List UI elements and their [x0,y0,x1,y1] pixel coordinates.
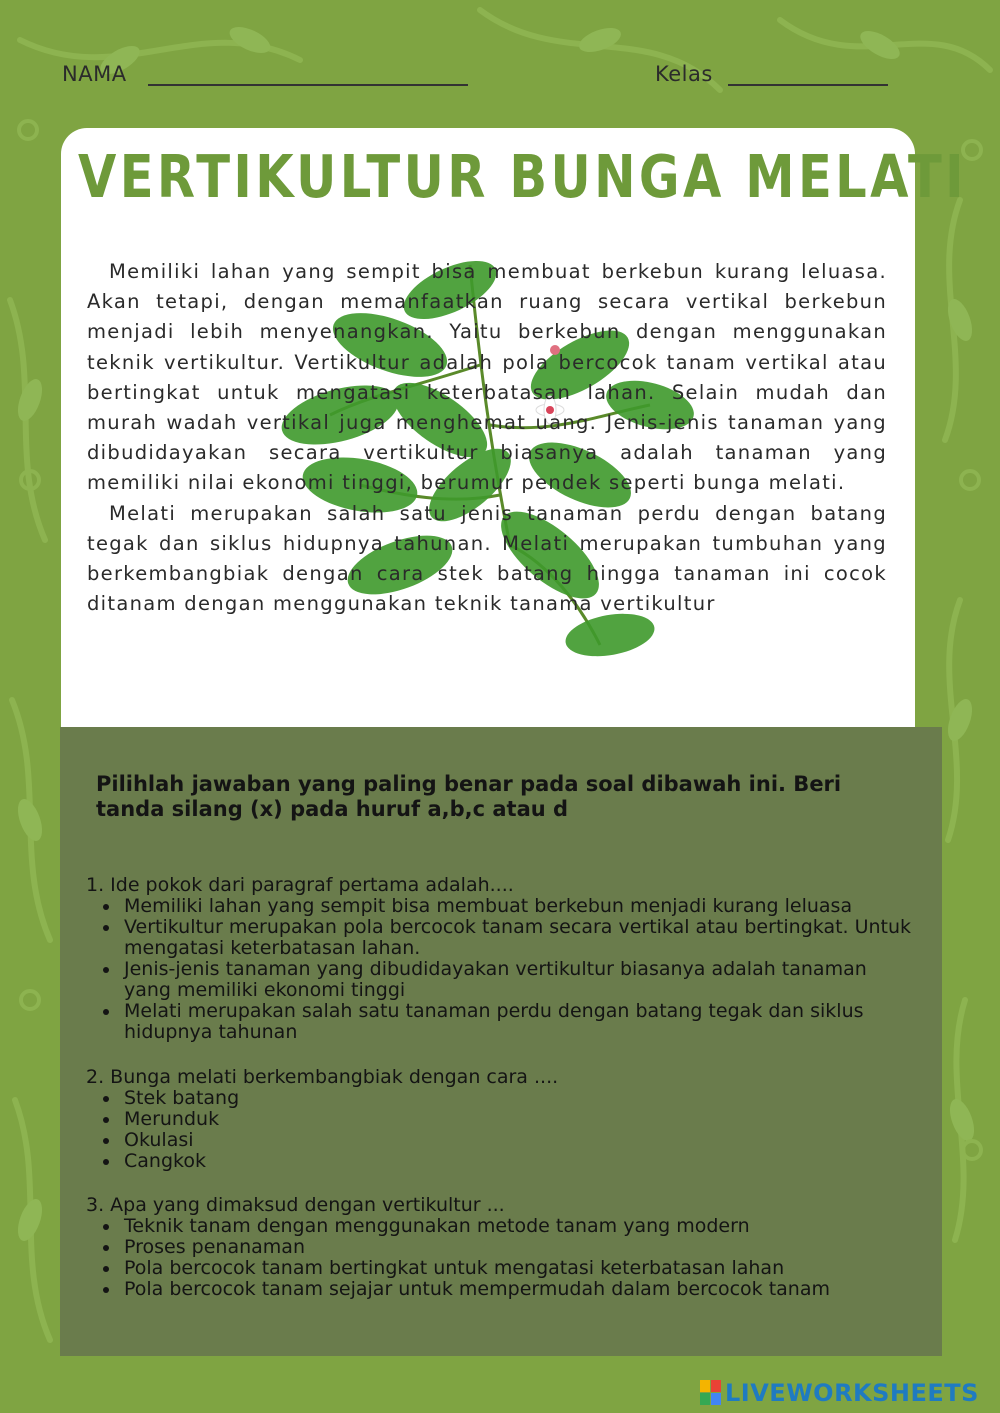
answer-options [86,1216,916,1300]
answer-option[interactable]: Okulasi [124,1130,916,1151]
answer-option[interactable]: Cangkok [124,1151,916,1172]
question-text: 2. Bunga melati berkembangbiak dengan cara .... [86,1066,559,1088]
answer-option[interactable]: Proses penanaman [124,1237,916,1258]
answer-option[interactable]: Vertikultur merupakan pola bercocok tanam secara vertikal atau bertingkat. Untuk mengatasi keterbatasan lahan. [124,917,916,959]
answer-options [86,1088,916,1172]
answer-option[interactable]: Jenis-jenis tanaman yang dibudidayakan vertikultur biasanya adalah tanaman yang memiliki ekonomi tinggi [124,959,916,1001]
name-label: NAMA [62,62,127,86]
answer-options [86,896,916,1043]
worksheet-title: VERTIKULTUR BUNGA MELATI [78,142,967,211]
answer-option[interactable]: Melati merupakan salah satu tanaman perdu dengan batang tegak dan siklus hidupnya tahunan [124,1001,916,1043]
article-paragraph-1: Memiliki lahan yang sempit bisa membuat berkebun kurang leluasa. Akan tetapi, dengan memanfaatkan ruang secara vertikal berkebun menjadi lebih menyenangkan. Yaitu berkebun dengan menggunakan teknik vertikultur. Vertikultur adalah pola bercocok tanam vertikal atau bertingkat untuk mengatasi keterbatasan lahan. Selain mudah dan murah wadah vertikal juga menghemat uang. Jenis-jenis tanaman yang dibudidayakan secara vertikultur biasanya adalah tanaman yang memiliki nilai ekonomi tinggi, berumur pendek seperti bunga melati. [87,260,887,495]
answer-option[interactable]: Teknik tanam dengan menggunakan metode tanam yang modern [124,1216,916,1237]
question-1 [86,875,916,1043]
answer-option[interactable]: Merunduk [124,1109,916,1130]
class-label: Kelas [655,62,713,86]
article-text [87,257,887,619]
question-3 [86,1195,916,1300]
quiz-instruction: Pilihlah jawaban yang paling benar pada soal dibawah ini. Beri tanda silang (x) pada huruf a,b,c atau d [96,772,842,821]
name-input-line[interactable] [148,84,468,86]
question-text: 1. Ide pokok dari paragraf pertama adalah.... [86,874,514,896]
liveworksheets-watermark[interactable] [700,1378,979,1408]
question-text: 3. Apa yang dimaksud dengan vertikultur ... [86,1194,505,1216]
question-2 [86,1067,916,1172]
answer-option[interactable]: Pola bercocok tanam bertingkat untuk mengatasi keterbatasan lahan [124,1258,916,1279]
article-paragraph-2: Melati merupakan salah satu jenis tanaman perdu dengan batang tegak dan siklus hidupnya tahunan. Melati merupakan tumbuhan yang berkembangbiak dengan cara stek batang hingga tanaman ini cocok ditanam dengan menggunakan teknik tanama vertikultur [87,501,887,616]
class-input-line[interactable] [728,84,888,86]
answer-option[interactable]: Memiliki lahan yang sempit bisa membuat berkebun menjadi kurang leluasa [124,896,916,917]
answer-option[interactable]: Stek batang [124,1088,916,1109]
answer-option[interactable]: Pola bercocok tanam sejajar untuk mempermudah dalam bercocok tanam [124,1279,916,1300]
watermark-text: LIVEWORKSHEETS [725,1379,979,1407]
liveworksheets-logo-icon [700,1380,722,1406]
